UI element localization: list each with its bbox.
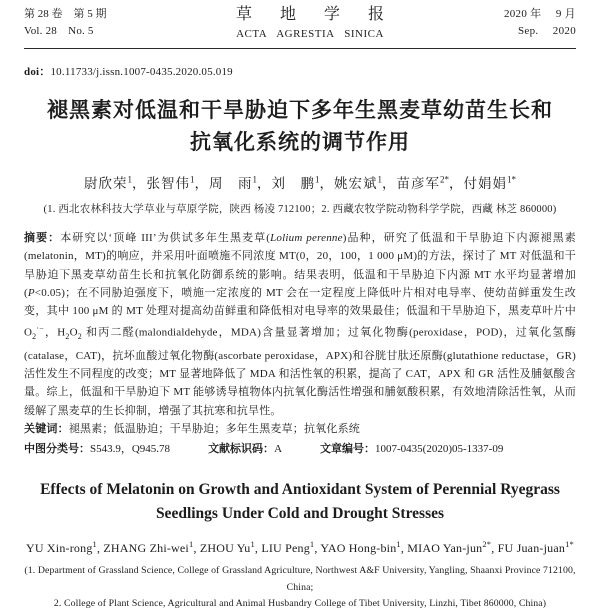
volume-issue-cn: 第 28 卷 第 5 期 [24,8,107,20]
doi-label: doi： [24,66,51,78]
article-title-cn-line1: 褪黑素对低温和干旱胁迫下多年生黑麦草幼苗生长和 [47,99,553,122]
header-right [466,6,576,40]
volume-issue-en: Vol. 28 No. 5 [24,25,94,37]
author-en: ZHANG Zhi-wei$^1$, [103,539,200,556]
author-cn: 刘 鹏$^1$， [271,174,334,191]
abstract-label: 摘要： [24,232,61,244]
authors-cn [24,172,576,192]
header-divider [24,48,576,49]
article-title-en [24,478,576,526]
affiliation-en [24,563,576,613]
author-cn: 姚宏斌$^1$， [334,174,397,191]
authors-en [24,539,576,556]
article-title-en-line2: Seedlings Under Cold and Drought Stresses [155,505,445,523]
affiliation-en-line2: 2. College of Plant Science, Agricultural and Animal Husbandry College of Tibet University, Linzhi, Tibet 860000, China) [53,598,547,610]
author-en: FU Juan-juan$^{1*}$ [497,539,574,556]
author-cn: 苗彦军$^{2*}$， [396,174,464,191]
author-cn: 尉欣荣$^1$， [84,174,147,191]
journal-title-en: ACTA AGRESTIA SINICA [236,28,384,40]
header-center [154,6,466,43]
author-en: YU Xin-rong$^1$, [26,539,104,556]
journal-title-cn: 草 地 学 报 [235,6,396,23]
affiliation-cn: (1. 西北农林科技大学草业与草原学院，陕西 杨凌 712100；2. 西藏农牧学院动物科学学院，西藏 林芝 860000) [43,204,557,215]
author-cn: 付娟娟$^{1*}$ [463,174,516,191]
keywords-value: 褪黑素；低温胁迫；干旱胁迫；多年生黑麦草；抗氧化系统 [68,422,361,435]
issue-date-en: Sep. 2020 [518,25,576,37]
author-en: ZHOU Yu$^1$, [199,539,262,556]
keywords-label: 关键词： [24,422,69,435]
doi-value: 10.11733/j.issn.1007-0435.2020.05.019 [50,66,233,78]
author-en: YAO Hong-bin$^1$, [320,539,408,556]
species-latin-name: Lolium perenne [270,232,343,244]
article-title-cn [24,95,576,159]
classification-row [24,440,576,458]
journal-header [24,6,576,49]
article-title-cn-line2: 抗氧化系统的调节作用 [190,131,410,154]
header-left [24,6,154,40]
clc-number: 中图分类号：S543.9，Q945.78 [24,443,171,456]
article-id: 文章编号：1007-0435(2020)05-1337-09 [320,443,504,456]
affiliation-en-line1: (1. Department of Grassland Science, College of Grassland Agriculture, Northwest A&F University, Yangling, Shaanxi Province 712100, China; [24,565,576,593]
keywords-line [24,420,576,438]
author-en: LIU Peng$^1$, [261,539,321,556]
author-en: MIAO Yan-jun$^{2*}$, [407,539,498,556]
document-code: 文献标识码：A [208,443,283,456]
issue-date-cn: 2020 年 9 月 [503,8,576,20]
doi-line [24,63,576,79]
abstract-paragraph: 摘要：本研究以‘顶峰 III’为供试多年生黑麦草(Lolium perenne)品种，研究了低温和干旱胁迫下内源褪黑素(melatonin，MT)的响应，并采用叶面喷施不同浓度 MT(0，20，100，1 000 μM)的方法，探讨了 MT 对低温和干旱胁迫下黑麦草幼苗生长和抗氧化防御系统的影响。结果表明，低温和干旱胁迫下内源 MT 水平均显著增加(P<0.05)；在不同胁迫强度下，喷施一定浓度的 MT 会在一定程度上降低叶片相对电导率、使幼苗鲜重发生改变，其中 100 μM 的 MT 处理对提高幼苗鲜重和降低相对电导率的效果最佳；低温和干旱胁迫下，黑麦草叶片中 $O_2^{\cdot-}$，$H_2O_2$ 和丙二醛(malondialdehyde，MDA)含量显著增加；过氧化物酶(peroxidase，POD)，过氧化氢酶(catalase，CAT)，抗坏血酸过氧化物酶(ascorbate peroxidase，APX)和谷胱甘肽还原酶(glutathione reductase，GR)活性发生不同程度的改变；MT 显著地降低了 MDA 和活性氧的积累，提高了 CAT，APX 和 GR 活性及脯氨酸含量。综上，低温和干旱胁迫下 MT 能够诱导植物体内抗氧化酶活性增强和脯氨酸积累，有效地清除活性氧，从而缓解了黑麦草的生长抑制，增强了其抗寒和抗旱性。 [24,232,576,417]
author-cn: 周 雨$^1$， [209,174,272,191]
article-title-en-line1: Effects of Melatonin on Growth and Antioxidant System of Perennial Ryegrass [40,481,560,499]
author-cn: 张智伟$^1$， [146,174,209,191]
